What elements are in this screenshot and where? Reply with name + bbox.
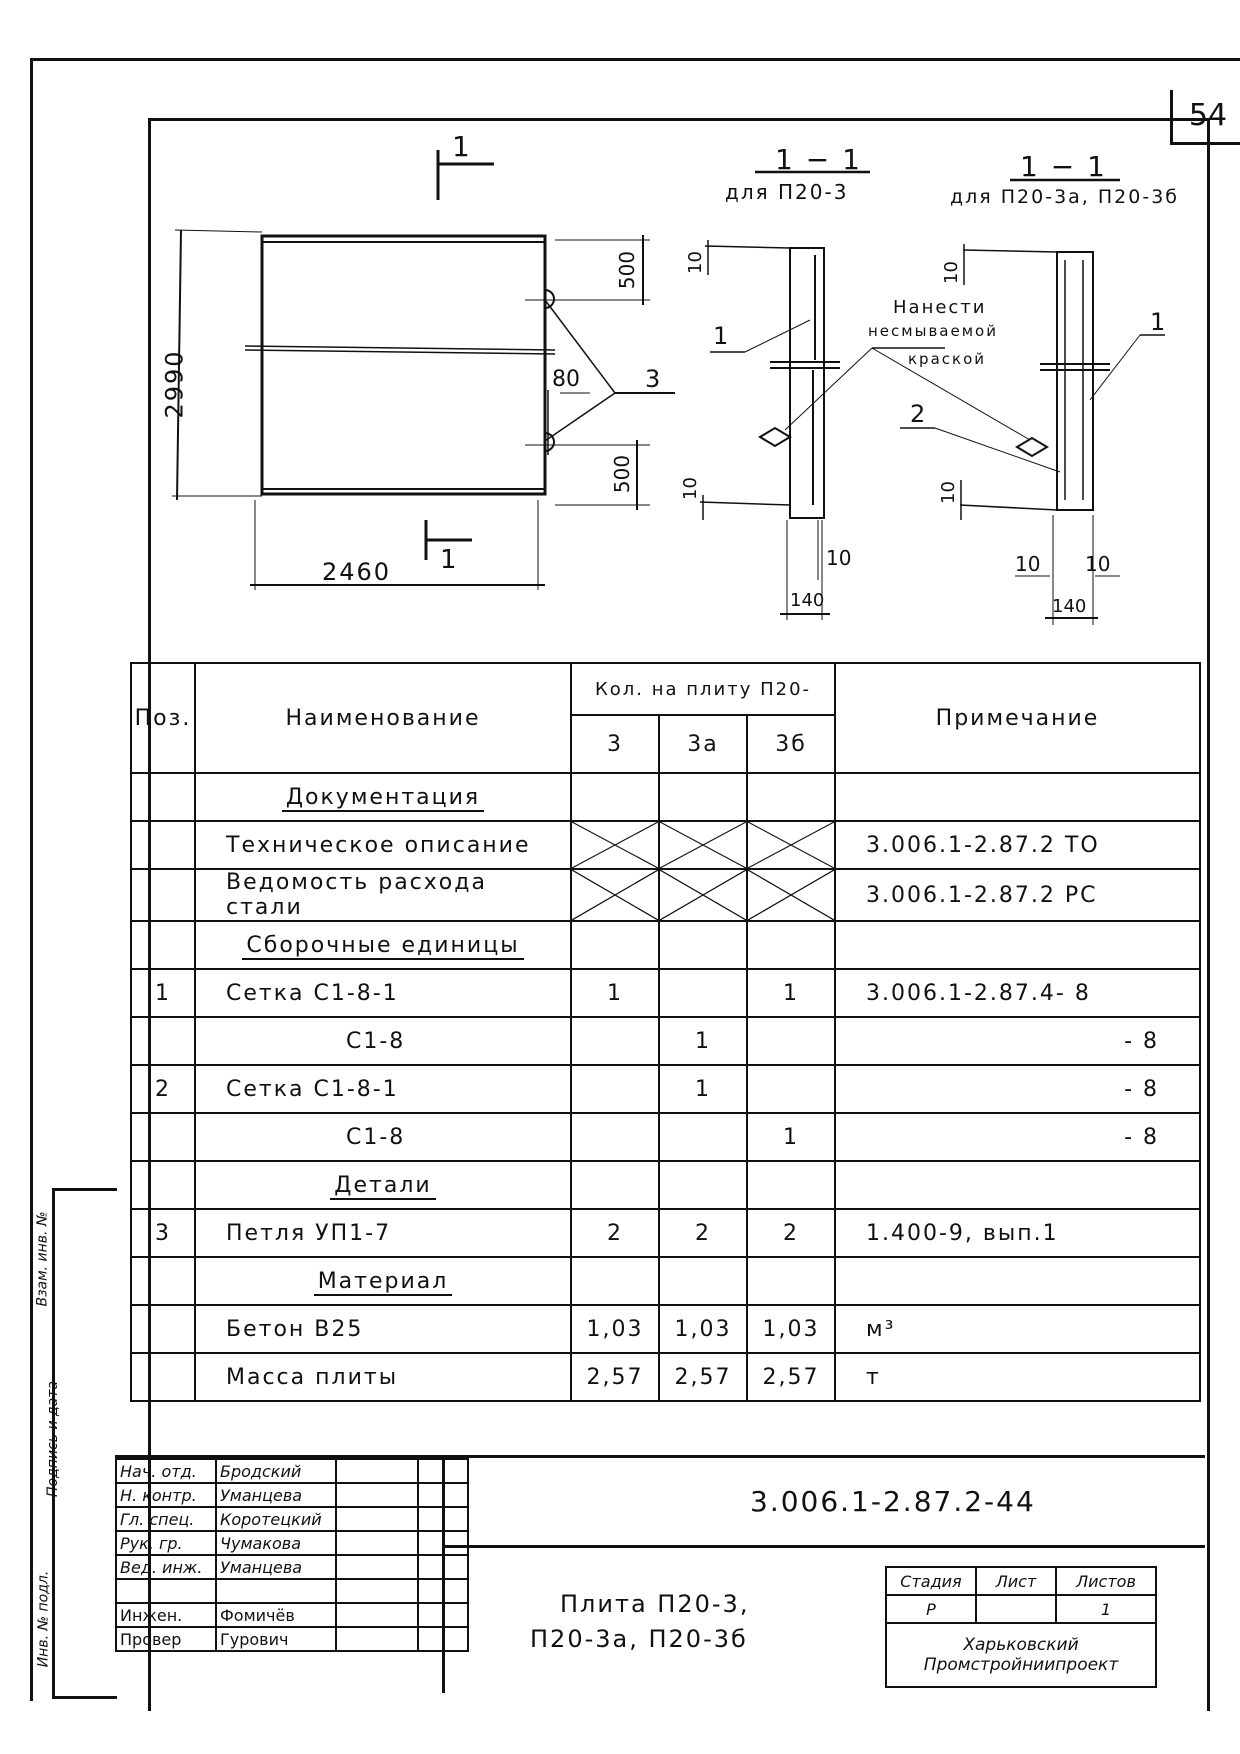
table-row: Бетон В25 1,03 1,03 1,03 м³: [131, 1305, 1200, 1353]
table-row: Техническое описание 3.006.1-2.87.2 ТО: [131, 821, 1200, 869]
specification-table: [130, 662, 1201, 1402]
section-b-dim-left: 10: [1015, 552, 1041, 576]
section-b-dim-right: 10: [1085, 552, 1111, 576]
section-b-title: 1 − 1: [1020, 150, 1107, 183]
dim-width: 2460: [322, 558, 392, 586]
section-b-callout-mesh-1: 1: [1150, 308, 1166, 336]
section-b-subtitle: для П20-3а, П20-3б: [950, 186, 1180, 208]
doc-code: 3.006.1-2.87.2-44: [750, 1485, 1036, 1518]
title-block-mid-line: [442, 1545, 1205, 1548]
title-line-1: Плита П20-3,: [560, 1590, 750, 1618]
header-qty-3b: 3б: [747, 715, 835, 773]
header-pos: Поз.: [131, 663, 195, 773]
table-row: С1-8 1 - 8: [131, 1017, 1200, 1065]
signature-row: Н. контр. Уманцева: [116, 1483, 468, 1507]
crossed-cell: [747, 821, 835, 869]
crossed-cell: [571, 821, 659, 869]
section-a-dim-thick: 10: [826, 546, 852, 570]
dim-gap: 80: [552, 367, 580, 392]
crossed-cell: [659, 869, 747, 921]
section-heading: Детали: [195, 1161, 571, 1209]
signature-row: Гл. спец. Коротецкий: [116, 1507, 468, 1531]
header-qty-group: Кол. на плиту П20-: [571, 663, 835, 715]
side-stamp: Взам. инв. № Подпись и дата Инв. № подл.: [52, 1188, 117, 1699]
slab-outline: [262, 236, 545, 494]
signature-row: Рук. гр. Чумакова: [116, 1531, 468, 1555]
crossed-cell: [659, 821, 747, 869]
header-qty-3a: 3а: [659, 715, 747, 773]
table-row: 3 Петля УП1-7 2 2 2 1.400-9, вып.1: [131, 1209, 1200, 1257]
section-a-subtitle: для П20-3: [725, 180, 849, 204]
section-b-callout-mesh-2: 2: [910, 400, 926, 428]
section-a-title: 1 − 1: [775, 143, 862, 176]
section-mark-bottom: 1: [440, 545, 457, 575]
section-a-dim-top: 10: [684, 251, 706, 274]
signature-row: [116, 1579, 468, 1603]
crossed-cell: [571, 869, 659, 921]
table-row: Масса плиты 2,57 2,57 2,57 т: [131, 1353, 1200, 1401]
marking-note-line2: несмываемой: [868, 322, 998, 340]
section-a-dim-bottom: 10: [679, 477, 701, 500]
section-heading: Документация: [195, 773, 571, 821]
section-heading: Сборочные единицы: [195, 921, 571, 969]
section-b-dim-top: 10: [940, 261, 962, 284]
dim-height: 2990: [160, 349, 189, 419]
section-a-callout-mesh: 1: [713, 322, 729, 350]
signature-row: Вед. инж. Уманцева: [116, 1555, 468, 1579]
section-heading: Материал: [195, 1257, 571, 1305]
organization-line-1: Харьковский: [963, 1635, 1079, 1655]
marking-note-line1: Нанести: [893, 297, 987, 318]
marking-note-line3: краской: [908, 350, 987, 368]
title-line-2: П20-3а, П20-3б: [530, 1625, 748, 1653]
header-name: Наименование: [195, 663, 571, 773]
dim-bottom-offset: 500: [610, 454, 635, 494]
signature-row: Инжен. Фомичёв: [116, 1603, 468, 1627]
section-a-dim-total: 140: [790, 590, 825, 611]
organization-line-2: Промстройниипроект: [923, 1655, 1119, 1675]
signature-row: Провер Гурович: [116, 1627, 468, 1651]
section-b-dim-total: 140: [1052, 596, 1087, 617]
section-mark-top: 1: [452, 130, 470, 163]
header-qty-3: 3: [571, 715, 659, 773]
callout-loop: 3: [645, 365, 661, 393]
crossed-cell: [747, 869, 835, 921]
dim-top-offset: 500: [615, 250, 640, 290]
table-row: С1-8 1 - 8: [131, 1113, 1200, 1161]
section-b-dim-bottom: 10: [937, 481, 959, 504]
table-row: 1 Сетка С1-8-1 1 1 3.006.1-2.87.4- 8: [131, 969, 1200, 1017]
header-note: Примечание: [835, 663, 1200, 773]
table-row: Ведомость расхода стали 3.006.1-2.87.2 РС: [131, 869, 1200, 921]
signature-table: [115, 1458, 469, 1652]
table-row: 2 Сетка С1-8-1 1 - 8: [131, 1065, 1200, 1113]
stage-table: Стадия Лист Листов Р 1 Харьковский Промстройниипроект: [885, 1566, 1157, 1688]
signature-row: Нач. отд. Бродский: [116, 1459, 468, 1483]
page-number: 54: [1170, 90, 1240, 145]
